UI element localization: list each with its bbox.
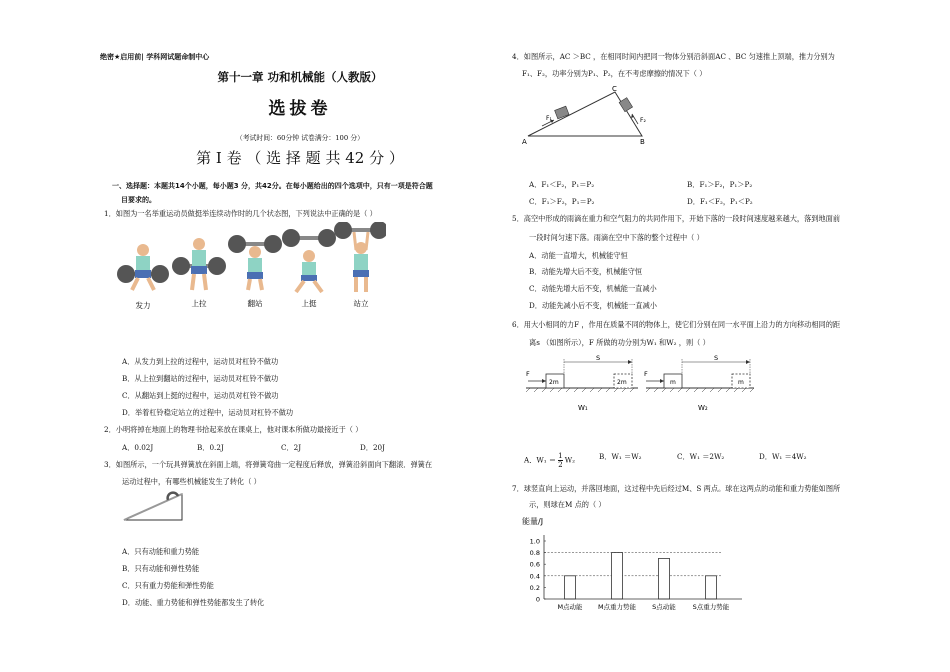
q3-option-a: A．只有动能和重力势能: [122, 547, 200, 556]
chart-ytick-label: 0: [535, 595, 540, 604]
q3-option-b: B．只有动能和弹性势能: [122, 564, 200, 573]
lifter-5: [334, 222, 386, 292]
q6-option-a-prefix: A．W₁ ＝: [524, 455, 557, 465]
q3-option-d: D．动能、重力势能和弹性势能都发生了转化: [122, 598, 265, 607]
q5-option-d: D．动能先减小后不变，机械能一直减小: [529, 301, 657, 310]
q6-label-w1: W₁: [578, 404, 588, 412]
chart-bar: [659, 558, 670, 599]
q7-stem-line-2: 示，则球在M 点的（ ）: [529, 500, 606, 509]
fraction-denominator: 2: [558, 460, 563, 469]
q6-option-a-fraction: [558, 452, 563, 469]
q4-option-b: B．F₁＞F₂，P₁＞P₂: [687, 180, 753, 189]
instruction-line-2: 目要求的。: [121, 196, 156, 204]
lifter-3: [228, 235, 282, 290]
q1-label-3: 翻站: [247, 299, 263, 308]
q6-label-f-right: F: [644, 370, 648, 378]
q4-stem-line-2: F₁、F₂，功率分别为P₁、P₂，在不考虑摩擦的情况下（ ）: [522, 69, 707, 78]
q1-option-b: B．从上拉到翻站的过程中，运动员对杠铃不做功: [122, 374, 279, 383]
q6-label-s-right: S: [714, 354, 719, 362]
chart-ytick-label: 0.8: [529, 549, 540, 558]
q2-option-d: D．20J: [360, 443, 385, 452]
q3-stem-line-2: 运动过程中，有哪些机械能发生了转化（ ）: [122, 477, 261, 486]
chart-category-label: M点动能: [557, 603, 583, 611]
chart-ytick-label: 0.6: [529, 560, 540, 569]
q4-label-c: C: [612, 86, 617, 93]
q6-label-s-left: S: [596, 354, 601, 362]
chart-category-label: S点动能: [652, 603, 676, 611]
fraction-numerator: 1: [558, 451, 563, 460]
q4-option-a: A．F₁＜F₂，P₁＝P₂: [529, 180, 595, 189]
secret-label: 绝密★启用前|: [100, 53, 144, 61]
q6-label-m-dashed: m: [738, 379, 744, 386]
q1-label-2: 上拉: [191, 299, 207, 308]
q4-option-c: C．F₁＞F₂，P₁＝P₂: [529, 197, 595, 206]
q2-option-c: C．2J: [281, 443, 302, 452]
q6-stem-line-1: 6．用大小相同的力F ，作用在质量不同的物体上，使它们分别在同一水平面上沿力的方向移动相同的距: [512, 320, 841, 329]
chart-y-ticks: [530, 538, 546, 604]
q3-incline-spring-figure: [122, 490, 186, 524]
chart-bar: [706, 576, 717, 599]
q4-incline-figure: [520, 86, 660, 150]
q2-stem: 2．小明将掉在地面上的物理书拾起来放在课桌上，他对课本所做功最接近于（ ）: [104, 425, 363, 434]
chart-ytick-label: 1.0: [529, 537, 540, 546]
q5-stem-line-2: 一段时间匀速下落。雨滴在空中下落的整个过程中（ ）: [529, 233, 704, 242]
chart-bar: [565, 576, 576, 599]
q7-energy-bar-chart: [520, 512, 750, 616]
org-label: 学科网试题命制中心: [146, 53, 210, 61]
q2-option-a: A．0.02J: [122, 443, 154, 452]
paper-subtitle: 选拔卷: [268, 99, 332, 119]
chart-category-label: M点重力势能: [597, 603, 637, 611]
q7-stem-line-1: 7．球竖直向上运动，并落回地面，这过程中先后经过M、S 两点。球在这两点的动能和重力势能如图所: [512, 484, 841, 493]
q4-label-b: B: [640, 138, 645, 146]
chart-category-label: S点重力势能: [692, 603, 730, 611]
q1-stem: 1．如图为一名举重运动员做挺举连续动作时的几个状态图，下列说法中正确的是（ ）: [104, 209, 377, 218]
chart-reference-lines: [544, 553, 722, 576]
q4-label-f2: F₂: [640, 117, 646, 124]
chapter-title: 第十一章 功和机械能（人教版）: [217, 70, 383, 84]
q6-option-a-suffix: W₂: [564, 455, 575, 465]
q6-label-2m-dashed: 2m: [617, 379, 627, 386]
q6-label-w2: W₂: [698, 404, 708, 412]
q4-stem-line-1: 4．如图所示，AC ＞BC ，在相同时间内把同一物体分别沿斜面AC 、BC 匀速推上顶端，推力分别为: [512, 52, 835, 61]
q1-weightlifting-figure: [116, 222, 386, 312]
lifter-4: [282, 229, 336, 292]
lifter-1: [117, 244, 169, 290]
q2-option-b: B．0.2J: [197, 443, 224, 452]
chart-ylabel: 能量/J: [522, 517, 544, 526]
q1-label-1: 发力: [135, 301, 151, 310]
q5-option-b: B．动能先增大后不变，机械能守恒: [529, 267, 643, 276]
q6-label-m-solid: m: [670, 379, 676, 386]
q3-stem-line-1: 3．如图所示，一个玩具弹簧放在斜面上端，将弹簧弯曲一定程度后释放，弹簧沿斜面向下翻滚．弹簧在: [104, 460, 433, 469]
q1-label-4: 上挺: [301, 299, 317, 308]
q1-option-a: A．从发力到上拉的过程中，运动员对杠铃不做功: [122, 357, 279, 366]
q4-label-f1: F₁: [546, 115, 552, 122]
q1-option-c: C．从翻站到上挺的过程中，运动员对杠铃不做功: [122, 391, 279, 400]
q6-force-figure: [526, 352, 756, 416]
q6-option-d: D．W₁ ＝4W₂: [759, 452, 807, 461]
q6-option-c: C．W₁ ＝2W₂: [677, 452, 725, 461]
chart-bar: [612, 553, 623, 599]
q6-stem-line-2: 离s （如图所示），F 所做的功分别为W₁ 和W₂ ，则（ ）: [529, 338, 710, 347]
chart-ytick-label: 0.4: [529, 572, 540, 581]
time-info: （考试时间：60分钟 试卷满分：100 分）: [236, 134, 364, 142]
q6-option-b: B．W₁ ＝W₂: [599, 452, 642, 461]
q1-label-5: 站立: [353, 299, 369, 308]
header-secret-line: [100, 52, 209, 62]
q4-label-a: A: [522, 138, 527, 146]
q5-option-a: A．动能一直增大，机械能守恒: [529, 251, 628, 260]
instruction-line-1: 一、选择题：本题共14个小题，每小题3 分，共42分。在每小题给出的四个选项中，只有一项是符合题: [112, 182, 433, 190]
q6-label-f-left: F: [526, 370, 530, 378]
q5-stem-line-1: 5．高空中形成的雨滴在重力和空气阻力的共同作用下，开始下落的一段时间速度越来越大，落到地面前: [512, 214, 841, 223]
q5-option-c: C．动能先增大后不变，机械能一直减小: [529, 284, 657, 293]
q6-label-2m-solid: 2m: [549, 379, 559, 386]
section-title: 第 Ⅰ 卷 （ 选 择 题 共 42 分 ）: [196, 149, 404, 167]
q4-option-d: D．F₁＜F₂，P₁＜P₂: [687, 197, 753, 206]
chart-x-labels: [557, 602, 729, 611]
q3-option-c: C．只有重力势能和弹性势能: [122, 581, 214, 590]
chart-ytick-label: 0.2: [529, 583, 540, 592]
q1-option-d: D．举着杠铃稳定站立的过程中，运动员对杠铃不做功: [122, 408, 294, 417]
lifter-2: [172, 238, 226, 290]
q6-option-a: [524, 452, 575, 469]
